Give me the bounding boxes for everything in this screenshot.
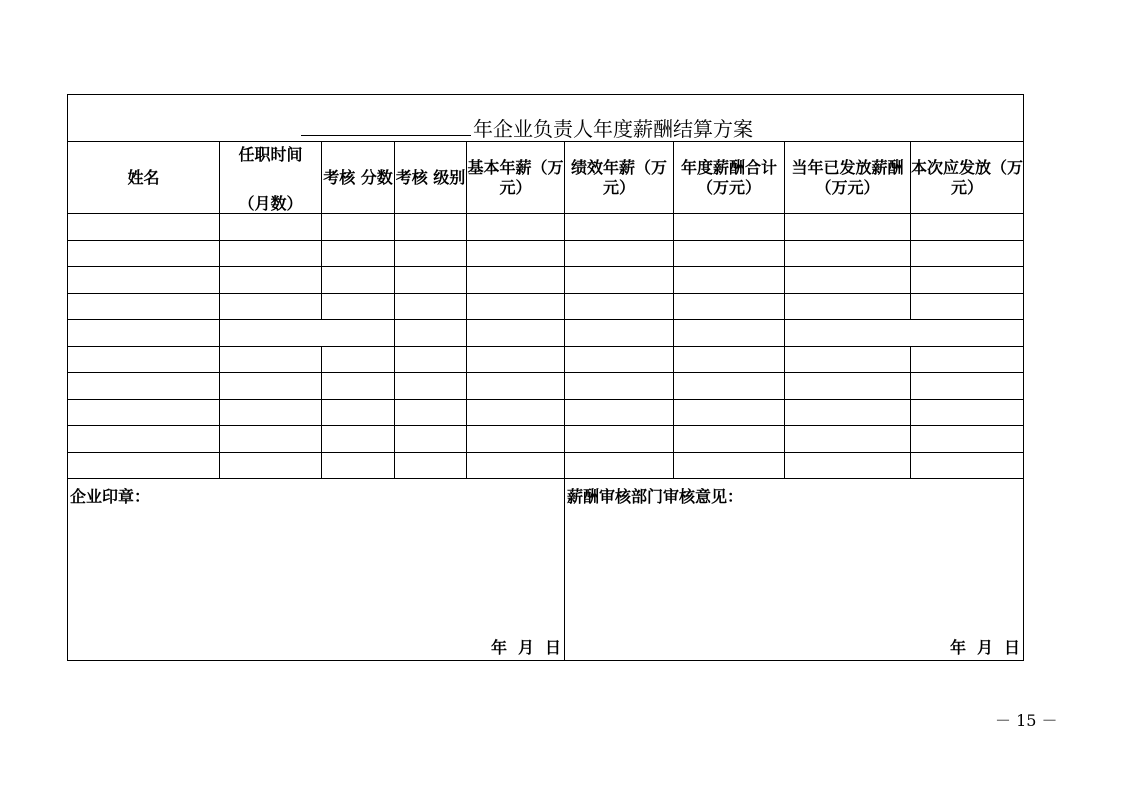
table-row: [68, 452, 1024, 479]
review-opinion-cell: [565, 479, 1024, 661]
table-row: [68, 293, 1024, 320]
table-row: [68, 346, 1024, 373]
table-row: [68, 373, 1024, 400]
review-opinion-label: 薪酬审核部门审核意见：: [567, 487, 744, 506]
page-number: － 15 －: [995, 711, 1058, 730]
company-seal-label: 企业印章：: [70, 487, 151, 506]
salary-settlement-table: [67, 94, 1024, 661]
company-seal-cell: [68, 479, 565, 661]
header-level: 考核 级别: [395, 142, 467, 214]
header-tenure: [220, 142, 322, 214]
date-month: 月: [517, 638, 535, 657]
header-due: 本次应发放（万元）: [911, 142, 1024, 214]
header-tenure-line2: （月数）: [238, 194, 303, 213]
year-blank-line: [301, 115, 471, 136]
table-row: [68, 240, 1024, 267]
date-day: 日: [1004, 638, 1022, 657]
header-base-salary: 基本年薪（万元）: [467, 142, 565, 214]
date-year: 年: [949, 638, 967, 657]
table-title-cell: [68, 95, 1024, 142]
header-paid: 当年已发放薪酬（万元）: [785, 142, 911, 214]
table-row: [68, 267, 1024, 294]
table-row: [68, 426, 1024, 453]
header-name: 姓名: [68, 142, 220, 214]
header-tenure-line1: 任职时间: [238, 145, 303, 164]
table-row-merged: [68, 320, 1024, 347]
company-date: [481, 638, 562, 658]
table-row: [68, 399, 1024, 426]
date-day: 日: [544, 638, 562, 657]
review-date: [940, 638, 1021, 658]
header-annual-total: 年度薪酬合计（万元）: [674, 142, 785, 214]
table-title: 年企业负责人年度薪酬结算方案: [473, 117, 753, 141]
header-performance-salary: 绩效年薪（万元）: [565, 142, 674, 214]
header-score: 考核 分数: [322, 142, 395, 214]
date-month: 月: [976, 638, 994, 657]
date-year: 年: [490, 638, 508, 657]
table-row: [68, 214, 1024, 241]
